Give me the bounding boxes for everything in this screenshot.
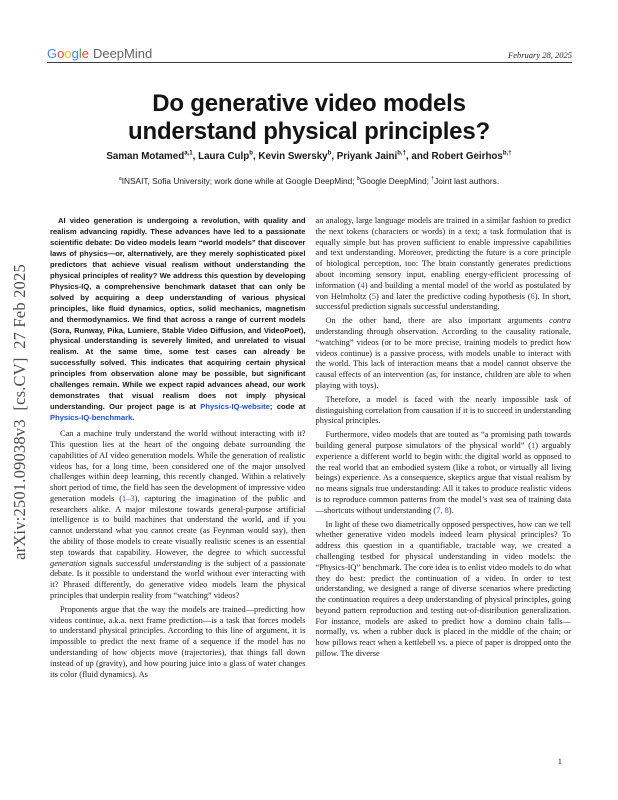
citation-ref[interactable]: 4 bbox=[360, 280, 365, 290]
body-paragraph: an analogy, large language models are trained in a similar fashion to predict the next tokens (characters or words) in a text; a task formulation that is equally simple but has proven sufficient to enable impressive capabilities and text understanding. Moreover, predicting the future is a core principle of biological perception, too: The brain constantly generates predictions about incoming sensory input, enabling energy-efficient processing of information (4) and building a mental model of the world as postulated by von Helmholtz (5) and later the predictive coding hypothesis (6). In short, successful prediction signals successful understanding. bbox=[315, 216, 571, 312]
paper-title bbox=[0, 90, 618, 146]
abstract-paragraph: AI video generation is undergoing a revolution, with quality and realism advancing rapidly. These advances have led to a passionate scientific debate: Do video models learn “world models” that discover laws of physics—or, alternatively, are they merely sophisticated pixel predictors that achieve visual realism without understanding the physical principles of reality? We address this question by developing Physics-IQ, a comprehensive benchmark dataset that can only be solved by acquiring a deep understanding of various physical principles, like fluid dynamics, optics, solid mechanics, magnetism and thermodynamics. We find that across a range of current models (Sora, Runway, Pika, Lumiere, Stable Video Diffusion, and VideoPoet), physical understanding is severely limited, and unrelated to visual realism. At the same time, some test cases can already be successfully solved. This indicates that acquiring certain physical principles from observation alone may be possible, but significant challenges remain. While we expect rapid advances ahead, our work demonstrates that visual realism does not imply physical understanding. Our project page is at Physics-IQ-website; code at Physics-IQ-benchmark. bbox=[50, 216, 306, 423]
citation-ref[interactable]: 5 bbox=[371, 291, 376, 301]
paper-title-line1: Do generative video models bbox=[152, 90, 466, 117]
left-column bbox=[50, 216, 306, 683]
page-number: 1 bbox=[557, 756, 562, 766]
right-column bbox=[316, 216, 572, 683]
body-paragraph: In light of these two diametrically opposed perspectives, how can we tell whether generative video models indeed learn physical principles? To address this question in a quantifiable, tractable way, we created a challenging testbed for physical understanding in video models: the “Physics-IQ” benchmark. The core idea is to enlist video models to do what they do best: predict the continuation of a video. In order to test understanding, we designed a range of diverse scenarios where predicting the continuation requires a deep understanding of physical principles, going beyond pattern reproduction and testing out-of-distribution generalization. For instance, models are asked to predict how a domino chain falls—normally, vs. when a rubber duck is placed in the middle of the chain; or how pillows react when a kettlebell vs. a piece of paper is dropped onto the pillow. The diverse bbox=[315, 519, 571, 659]
citation-ref[interactable]: 1 bbox=[531, 440, 536, 450]
two-column-body bbox=[50, 216, 571, 683]
body-paragraph: Furthermore, video models that are touted as “a promising path towards building general purpose simulators of the physical world” (1) arguably experience a different world to begin with: the digital world as opposed to the real world that an embodied system (like a robot, or virtually all living beings) experience. As a consequence, skeptics argue that visual realism by no means signals true understanding: All it takes to produce realistic videos is to reproduce common patterns from the model’s vast sea of training data—shortcuts without understanding (7, 8). bbox=[315, 430, 571, 515]
arxiv-watermark: arXiv:2501.09038v3 [cs.CV] 27 Feb 2025 bbox=[10, 264, 29, 560]
hyperlink[interactable]: Physics-IQ-website bbox=[200, 402, 270, 412]
affiliations-line: $^a$INSAIT, Sofia University; work done while at Google DeepMind; $^b$Google DeepMind; †Joint last authors. bbox=[118, 176, 500, 186]
citation-ref[interactable]: 7, 8 bbox=[436, 505, 449, 515]
citation-ref[interactable]: 1–3 bbox=[122, 493, 135, 503]
body-paragraph: Proponents argue that the way the models are trained—predicting how videos continue, a.k.a. next frame prediction—is a task that forces models to understand physical principles. According to this line of argument, it is impossible to predict the next frame of a sequence if the model has no understanding of how objects move (trajectories), that things fall down instead of up (gravity), and how pouring juice into a glass of water changes its color (fluid dynamics). As bbox=[50, 604, 306, 679]
citation-ref[interactable]: 6 bbox=[530, 291, 535, 301]
body-paragraph: On the other hand, there are also important arguments contra understanding through observation. According to the causality rationale, “watching” videos (or to be more precise, training models to predict how videos continue) is a passive process, with models unable to interact with the world. This lack of interaction means that a model cannot observe the causal effects of an intervention (as, for instance, children are able to when playing with toys). bbox=[315, 316, 571, 390]
header-divider bbox=[47, 62, 572, 63]
authors-line: Saman Motamed$^{a,1}$, Laura Culp$^b$, Kevin Swersky$^b$, Priyank Jaini$^{b,\dagger}$, and Robert Geirhos$^{b,\dagger}$ bbox=[106, 150, 512, 162]
google-deepmind-logo bbox=[47, 46, 152, 61]
body-paragraph: Can a machine truly understand the world without interacting with it? This question lies at the heart of the ongoing debate surrounding the capabilities of AI video generation models. While the generation of realistic videos has, for a long time, been considered one of the major unsolved challenges within deep learning, this recently changed. Within a relatively short period of time, the field has seen the development of impressive video generation models (1–3), capturing the imagination of the public and researchers alike. A major milestone towards general-purpose artificial intelligence is to build machines that understand the world, and if you cannot understand what you cannot create (as Feynman would say), then the ability of those models to create visually realistic scenes is an essential step towards that capability. However, the degree to which successful generation signals successful understanding is the subject of a passionate debate. Is it possible to understand the world without ever interacting with it? Phrased differently, do generative video models learn the physical principles that underpin reality from “watching” videos? bbox=[50, 429, 306, 601]
publication-date: February 28, 2025 bbox=[508, 50, 572, 60]
paper-title-line2: understand physical principles? bbox=[128, 118, 490, 145]
deepmind-wordmark: DeepMind bbox=[92, 46, 153, 61]
google-logo-wordmark: Google bbox=[47, 46, 89, 61]
hyperlink[interactable]: Physics-IQ-benchmark bbox=[50, 413, 133, 423]
body-paragraph: Therefore, a model is faced with the nearly impossible task of distinguishing correlation from causation if it is to succeed in understanding physical principles. bbox=[315, 394, 571, 426]
